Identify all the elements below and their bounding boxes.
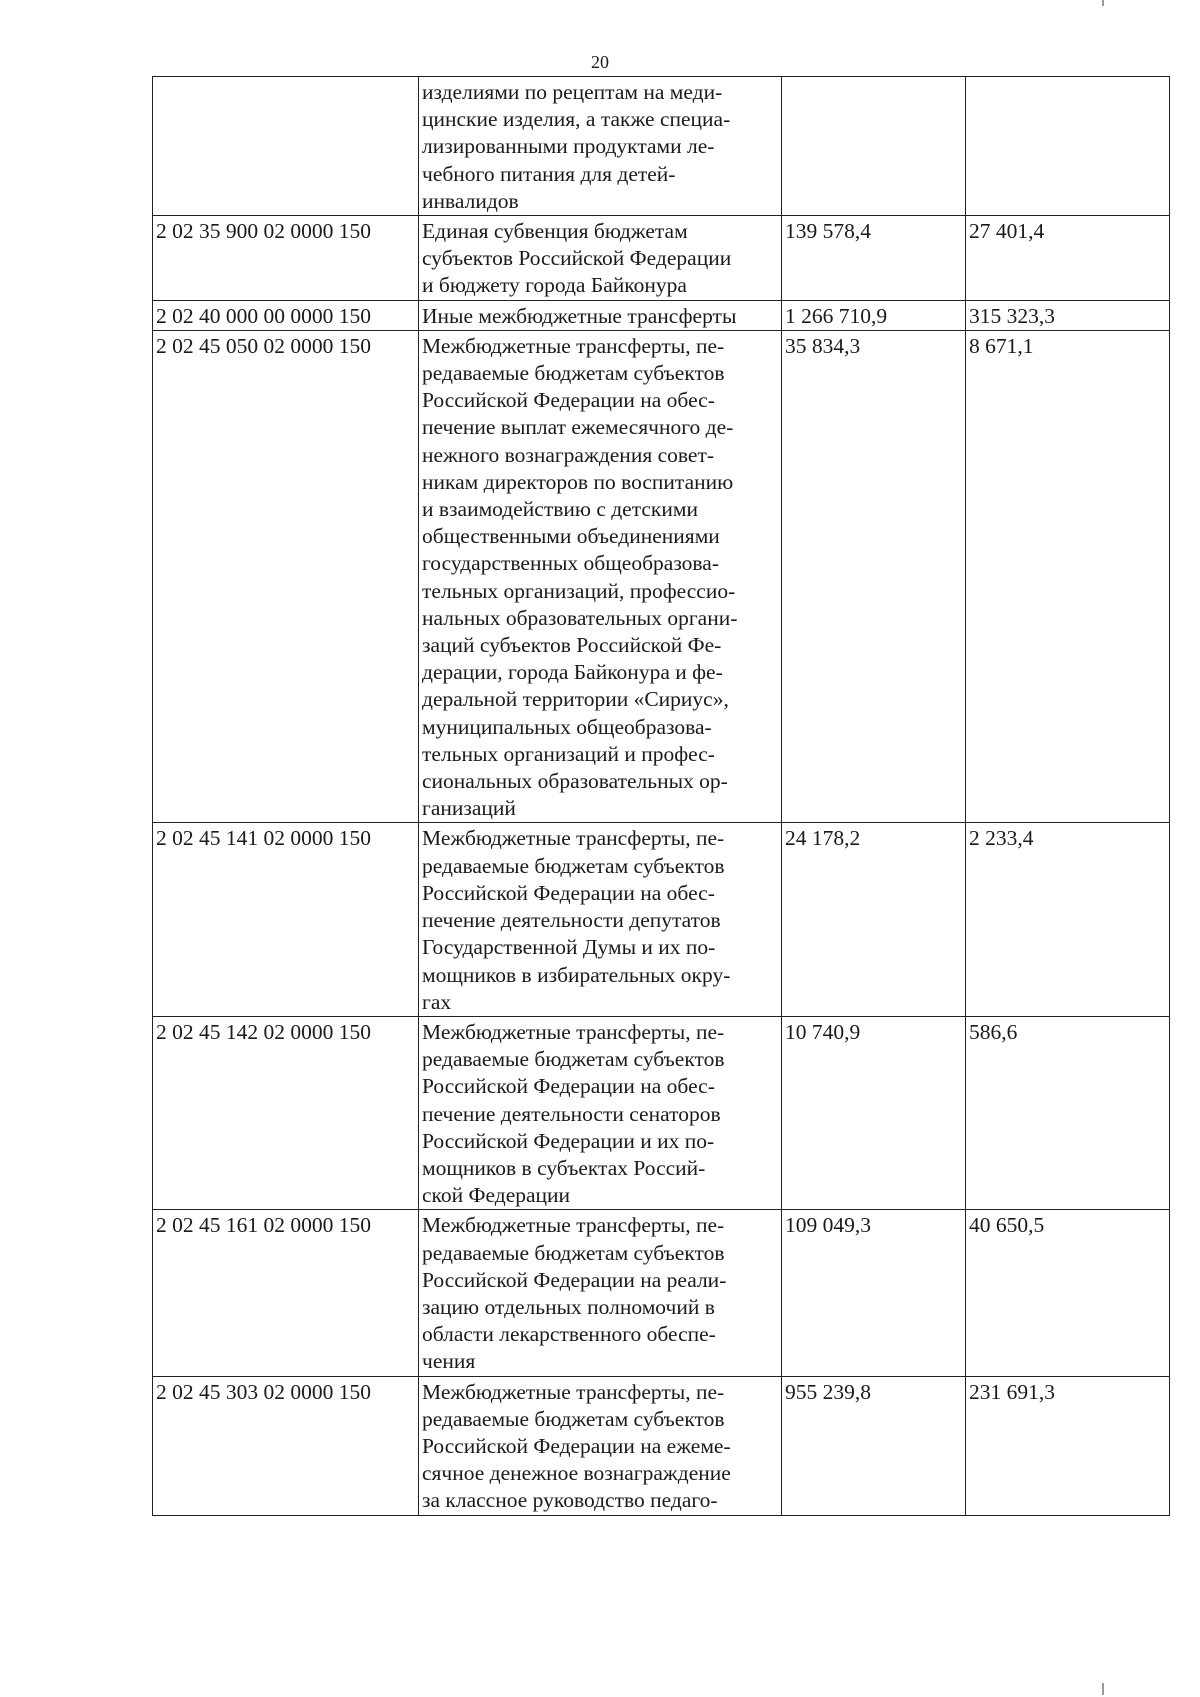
description-line: Межбюджетные трансферты, пе- [422, 1019, 725, 1044]
description-line: Российской Федерации на обес- [422, 880, 715, 905]
table-body [153, 77, 1170, 1516]
description-cell [419, 823, 782, 1016]
scan-speck [1102, 1683, 1104, 1695]
description-line: Межбюджетные трансферты, пе- [422, 1379, 725, 1404]
table-row [153, 330, 1170, 823]
amount-cell-2: 27 401,4 [966, 216, 1170, 301]
budget-code-cell: 2 02 45 161 02 0000 150 [153, 1210, 419, 1376]
description-line: ганизаций [422, 796, 516, 821]
description-line: Единая субвенция бюджетам [422, 219, 688, 244]
table-row [153, 1376, 1170, 1515]
description-line: нежного вознаграждения совет- [422, 442, 715, 467]
description-line: изделиями по рецептам на меди- [422, 80, 723, 104]
description-line: никам директоров по воспитанию [422, 469, 734, 494]
description-line: деральной территории «Сириус», [422, 687, 729, 712]
amount-cell-1: 139 578,4 [782, 216, 966, 301]
table-row [153, 823, 1170, 1016]
description-cell [419, 1376, 782, 1515]
description-line: Межбюджетные трансферты, пе- [422, 826, 725, 851]
description-line: Межбюджетные трансферты, пе- [422, 333, 725, 358]
amount-cell-2: 315 323,3 [966, 300, 1170, 330]
description-line: Государственной Думы и их по- [422, 935, 716, 960]
description-line: редаваемые бюджетам субъектов [422, 1406, 725, 1431]
description-line: тельных организаций и профес- [422, 741, 715, 766]
amount-cell-2: 2 233,4 [966, 823, 1170, 1016]
description-line: муниципальных общеобразова- [422, 714, 712, 739]
amount-cell-1 [782, 77, 966, 216]
description-line: Российской Федерации на обес- [422, 388, 715, 413]
amount-cell-2: 40 650,5 [966, 1210, 1170, 1376]
description-line: ской Федерации [422, 1183, 571, 1208]
amount-cell-1: 24 178,2 [782, 823, 966, 1016]
table-row [153, 216, 1170, 301]
description-line: гах [422, 989, 452, 1014]
description-line: цинские изделия, а также специа- [422, 107, 731, 132]
budget-table [152, 76, 1170, 1516]
table-row [153, 77, 1170, 216]
description-line: Российской Федерации и их по- [422, 1128, 715, 1153]
description-line: сячное денежное вознаграждение [422, 1461, 731, 1486]
description-line: редаваемые бюджетам субъектов [422, 853, 725, 878]
budget-code-cell: 2 02 45 050 02 0000 150 [153, 330, 419, 823]
description-line: печение выплат ежемесячного де- [422, 415, 734, 440]
budget-code-cell: 2 02 45 303 02 0000 150 [153, 1376, 419, 1515]
amount-cell-1: 10 740,9 [782, 1016, 966, 1209]
description-line: редаваемые бюджетам субъектов [422, 361, 725, 386]
description-line: дерации, города Байконура и фе- [422, 660, 723, 685]
amount-cell-1: 1 266 710,9 [782, 300, 966, 330]
amount-cell-2: 8 671,1 [966, 330, 1170, 823]
scan-speck [1102, 0, 1104, 6]
description-line: лизированными продуктами ле- [422, 134, 715, 159]
description-line: печение деятельности депутатов [422, 908, 721, 933]
table-row [153, 300, 1170, 330]
description-cell [419, 1016, 782, 1209]
budget-code-cell: 2 02 35 900 02 0000 150 [153, 216, 419, 301]
description-line: редаваемые бюджетам субъектов [422, 1047, 725, 1072]
description-line: субъектов Российской Федерации [422, 246, 732, 271]
description-cell [419, 330, 782, 823]
amount-cell-2 [966, 77, 1170, 216]
description-line: чения [422, 1349, 476, 1374]
description-line: Межбюджетные трансферты, пе- [422, 1213, 725, 1238]
description-line: за классное руководство педаго- [422, 1488, 718, 1513]
amount-cell-1: 35 834,3 [782, 330, 966, 823]
description-line: чебного питания для детей- [422, 161, 676, 186]
description-line: мощников в субъектах Россий- [422, 1155, 706, 1180]
description-line: мощников в избирательных окру- [422, 962, 731, 987]
description-cell [419, 300, 782, 330]
description-line: общественными объединениями [422, 524, 720, 549]
description-cell [419, 1210, 782, 1376]
description-line: редаваемые бюджетам субъектов [422, 1240, 725, 1265]
description-line: сиональных образовательных ор- [422, 769, 728, 794]
budget-code-cell: 2 02 45 141 02 0000 150 [153, 823, 419, 1016]
description-line: государственных общеобразова- [422, 551, 720, 576]
description-line: печение деятельности сенаторов [422, 1101, 721, 1126]
table-row [153, 1016, 1170, 1209]
description-line: Иные межбюджетные трансферты [422, 303, 737, 328]
description-line: тельных организаций, профессио- [422, 578, 736, 603]
budget-code-cell [153, 77, 419, 216]
description-cell [419, 77, 782, 216]
description-line: зацию отдельных полномочий в [422, 1294, 715, 1319]
description-cell [419, 216, 782, 301]
description-line: и взаимодействию с детскими [422, 497, 698, 522]
amount-cell-2: 231 691,3 [966, 1376, 1170, 1515]
budget-code-cell: 2 02 45 142 02 0000 150 [153, 1016, 419, 1209]
description-line: инвалидов [422, 188, 519, 213]
description-line: области лекарственного обеспе- [422, 1322, 716, 1347]
amount-cell-1: 955 239,8 [782, 1376, 966, 1515]
amount-cell-1: 109 049,3 [782, 1210, 966, 1376]
description-line: Российской Федерации на ежеме- [422, 1433, 731, 1458]
page-number: 20 [591, 52, 609, 72]
description-line: заций субъектов Российской Фе- [422, 633, 722, 658]
amount-cell-2: 586,6 [966, 1016, 1170, 1209]
description-line: Российской Федерации на реали- [422, 1267, 727, 1292]
table-row [153, 1210, 1170, 1376]
budget-code-cell: 2 02 40 000 00 0000 150 [153, 300, 419, 330]
description-line: и бюджету города Байконура [422, 273, 687, 298]
description-line: Российской Федерации на обес- [422, 1074, 715, 1099]
description-line: нальных образовательных органи- [422, 605, 738, 630]
